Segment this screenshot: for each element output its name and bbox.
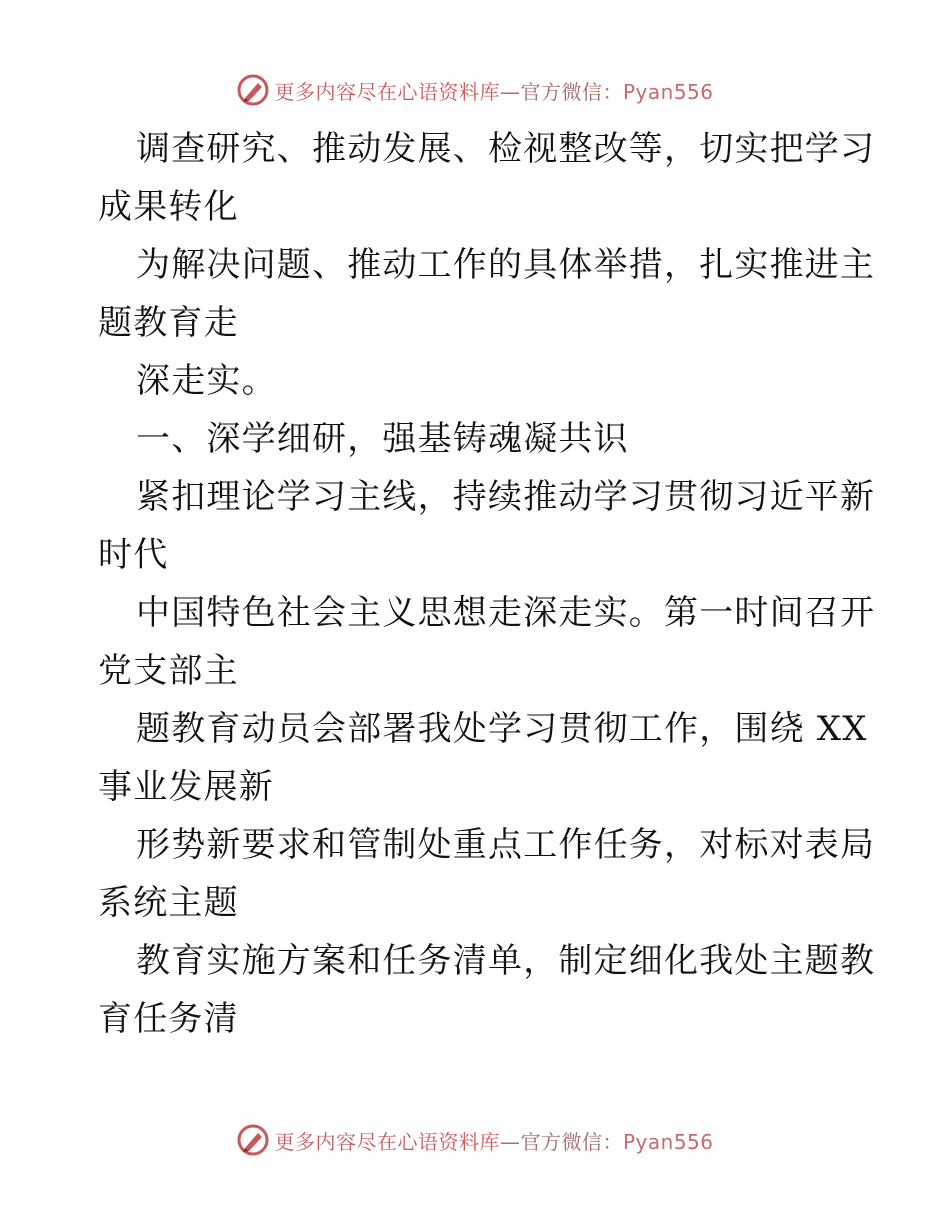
text-line: 为解决问题、推动工作的具体举措，扎实推进主 xyxy=(136,245,876,285)
text-line: 系统主题 xyxy=(98,883,239,923)
text-line: 成果转化 xyxy=(98,187,239,227)
text-line: 题教育走 xyxy=(98,303,239,343)
pen-logo-icon xyxy=(236,73,270,107)
banner-wechat-id: Pyan556 xyxy=(622,1129,714,1154)
text-line: 调查研究、推动发展、检视整改等，切实把学习 xyxy=(136,129,876,169)
banner-wechat-label: 官方微信： xyxy=(520,1129,623,1154)
text-line: 党支部主 xyxy=(98,651,239,691)
banner-wechat-label: 官方微信： xyxy=(520,79,623,104)
banner-slogan: 更多内容尽在心语资料库 xyxy=(274,1129,500,1154)
text-line: 紧扣理论学习主线，持续推动学习贯彻习近平新 xyxy=(136,477,876,517)
pen-logo-icon xyxy=(236,1123,270,1157)
header-banner xyxy=(0,70,950,110)
text-line: 教育实施方案和任务清单，制定细化我处主题教 xyxy=(136,941,876,981)
text-line: 题教育动员会部署我处学习贯彻工作，围绕 XX xyxy=(136,709,868,749)
banner-dash: — xyxy=(499,79,521,104)
banner-text xyxy=(274,1126,713,1155)
document-body xyxy=(98,120,876,1048)
footer-banner xyxy=(0,1120,950,1160)
banner-slogan: 更多内容尽在心语资料库 xyxy=(274,79,500,104)
banner-wechat-id: Pyan556 xyxy=(622,79,714,104)
text-line: 形势新要求和管制处重点工作任务，对标对表局 xyxy=(136,825,876,865)
text-line: 事业发展新 xyxy=(98,767,274,807)
text-line: 中国特色社会主义思想走深走实。第一时间召开 xyxy=(136,593,876,633)
banner-text xyxy=(274,76,713,105)
banner-dash: — xyxy=(499,1129,521,1154)
text-line: 时代 xyxy=(98,535,169,575)
text-line: 育任务清 xyxy=(98,999,239,1039)
text-line: 一、深学细研，强基铸魂凝共识 xyxy=(136,419,629,459)
text-line: 深走实。 xyxy=(136,361,277,401)
